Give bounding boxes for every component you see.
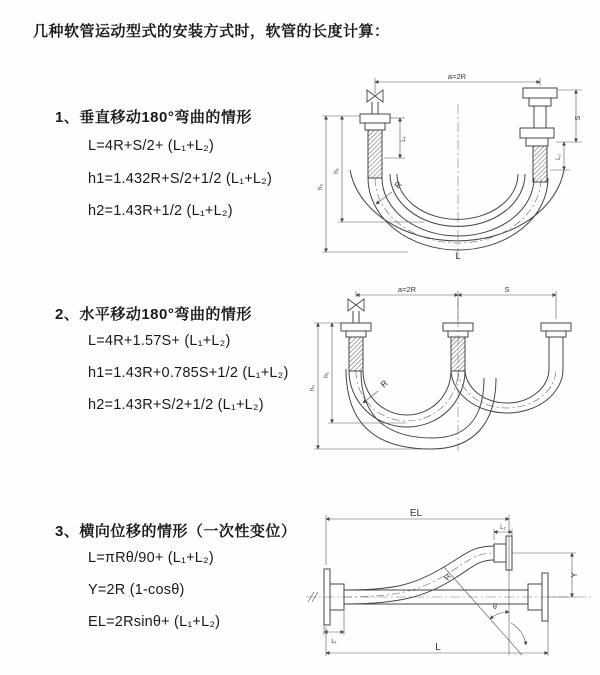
diagram-vertical-180-bend (312, 70, 592, 262)
hose-assembly (350, 88, 564, 250)
dim-label-l2: L₂ (500, 525, 506, 531)
dim-label-h2: h₂ (317, 183, 324, 191)
dim-label-a2r: a=2R (397, 285, 417, 294)
dim-label-s: S (575, 115, 582, 121)
dim-label-r: R (442, 572, 453, 583)
section-1-formula-h2: h2=1.43R+1/2 (L₁+L₂) (88, 203, 233, 219)
section-1-heading: 1、垂直移动180°弯曲的情形 (55, 109, 252, 126)
section-3-formula-Y: Y=2R (1-cosθ) (88, 582, 185, 598)
dim-label-l: L (455, 251, 461, 261)
dim-label-y: Y (570, 572, 579, 578)
dim-label-el: EL (409, 508, 423, 519)
section-3-formula-EL: EL=2Rsinθ+ (L₁+L₂) (88, 614, 221, 630)
dim-label-h1: h₁ (333, 168, 340, 174)
dim-label-h2: h₂ (309, 384, 316, 392)
page-title: 几种软管运动型式的安装方式时，软管的长度计算： (33, 23, 390, 40)
dim-label-r: R (392, 179, 404, 191)
section-2-heading: 2、水平移动180°弯曲的情形 (55, 306, 252, 323)
dim-label-l1: L₁ (331, 639, 337, 645)
section-3-heading: 3、横向位移的情形（一次性变位） (55, 523, 297, 540)
section-2-formula-h1: h1=1.43R+0.785S+1/2 (L₁+L₂) (88, 365, 289, 381)
section-2-formula-h2: h2=1.43R+S/2+1/2 (L₁+L₂) (88, 397, 264, 413)
dim-label-r: R (378, 378, 390, 390)
diagram-lateral-displacement (298, 505, 598, 667)
dim-label-s: S (504, 285, 510, 294)
section-2-formula-L: L=4R+1.57S+ (L₁+L₂) (88, 333, 231, 349)
dim-label-l1: L₁ (401, 136, 407, 142)
diagram-horizontal-180-bend (306, 283, 596, 458)
section-1-formula-L: L=4R+S/2+ (L₁+L₂) (88, 138, 214, 154)
section-3-formula-L: L=πRθ/90+ (L₁+L₂) (88, 550, 214, 566)
dim-label-l: L (435, 642, 441, 653)
dim-label-a2r: a=2R (447, 72, 467, 81)
dim-label-theta: θ (493, 604, 497, 611)
dim-label-h1: h₁ (323, 372, 330, 378)
valve-icon (348, 299, 364, 311)
dim-label-l2: L₂ (556, 154, 562, 160)
section-1-formula-h1: h1=1.432R+S/2+1/2 (L₁+L₂) (88, 171, 273, 187)
hose-assembly (341, 299, 571, 449)
dimension-lines (324, 515, 576, 656)
